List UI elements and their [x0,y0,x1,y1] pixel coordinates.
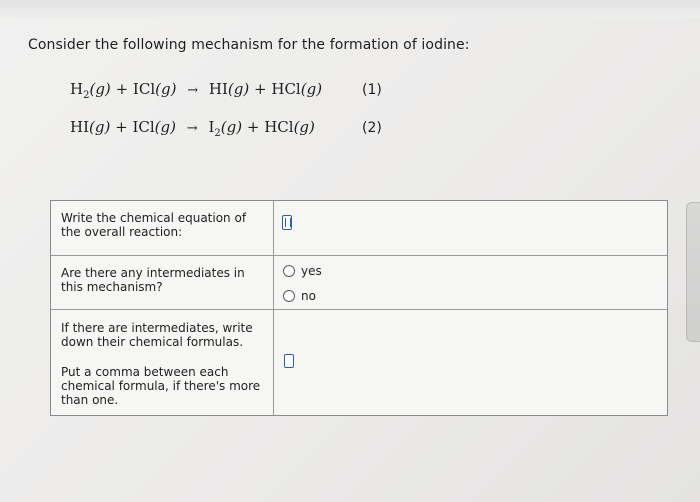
state: (g) [89,118,111,136]
column-divider [273,310,274,416]
radio-circle-icon[interactable] [283,290,295,302]
species-i2: I [208,118,215,136]
state: (g) [293,118,315,136]
plus-sign: + [254,80,267,98]
question-overall-reaction: Write the chemical equation of the overall reaction: [61,211,247,239]
state: (g) [300,80,323,98]
chemical-equation-input[interactable] [282,215,292,230]
step-number-1: (1) [362,82,382,98]
reaction-arrow-icon: → [187,83,199,98]
species-hcl: HCl [271,80,301,98]
answer-table [50,200,668,416]
state: (g) [220,118,243,136]
species-hi: HI [70,118,90,136]
species-icl: ICl [132,118,155,136]
table-row-intermediates [51,256,667,310]
radio-no-label: no [301,289,316,303]
subscript: 2 [83,90,90,101]
radio-yes-label: yes [301,264,322,278]
side-panel-tab[interactable] [686,202,700,342]
species-h2: H [70,80,84,98]
plus-sign: + [115,80,129,98]
state: (g) [89,80,111,98]
state: (g) [154,118,176,136]
mechanism-step-2 [70,118,315,139]
formulas-instruction: If there are intermediates, write down their chemical formulas. [61,321,253,349]
column-divider [273,201,274,255]
table-row-overall-reaction [51,201,667,256]
table-row-intermediate-formulas [51,310,667,416]
state: (g) [155,80,177,98]
step-number-2: (2) [362,120,382,136]
top-strip [0,0,700,18]
radio-circle-icon[interactable] [283,265,295,277]
plus-sign: + [115,118,128,136]
subscript: 2 [214,128,221,139]
plus-sign: + [246,118,260,136]
species-icl: ICl [132,80,156,98]
formulas-comma-instruction: Put a comma between each chemical formula, if there's more than one. [61,365,261,407]
mechanism-step-1 [70,80,322,101]
reaction-arrow-icon: → [186,121,198,136]
column-divider [273,256,274,309]
intermediate-formulas-input[interactable] [284,354,294,368]
species-hi: HI [208,80,228,98]
question-prompt: Consider the following mechanism for the formation of iodine: [28,37,470,53]
question-intermediate-formulas [61,321,266,423]
state: (g) [227,80,250,98]
radio-no[interactable] [283,289,316,303]
question-intermediates: Are there any intermediates in this mechanism? [61,266,245,294]
radio-yes[interactable] [283,264,322,278]
species-hcl: HCl [264,118,294,136]
